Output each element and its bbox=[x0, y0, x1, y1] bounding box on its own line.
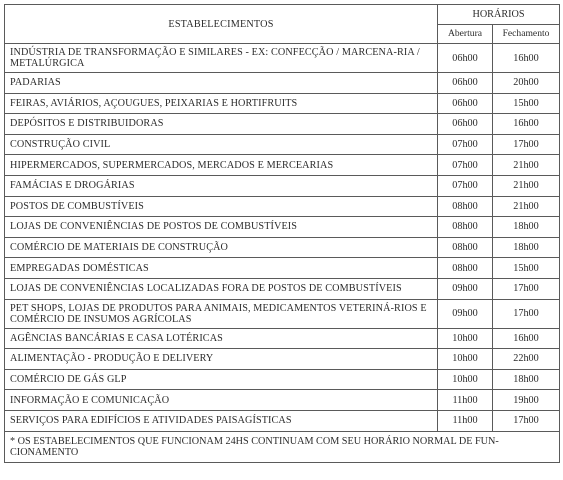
opening-time: 06h00 bbox=[438, 44, 493, 73]
opening-time: 08h00 bbox=[438, 258, 493, 279]
closing-time: 18h00 bbox=[493, 237, 560, 258]
table-row bbox=[5, 328, 560, 349]
closing-time: 16h00 bbox=[493, 328, 560, 349]
closing-time: 18h00 bbox=[493, 369, 560, 390]
establishment-name: DEPÓSITOS E DISTRIBUIDORAS bbox=[5, 114, 438, 135]
table-row bbox=[5, 134, 560, 155]
opening-time: 08h00 bbox=[438, 237, 493, 258]
table-row bbox=[5, 349, 560, 370]
establishment-name: COMÉRCIO DE MATERIAIS DE CONSTRUÇÃO bbox=[5, 237, 438, 258]
closing-time: 17h00 bbox=[493, 410, 560, 431]
establishments-header: ESTABELECIMENTOS bbox=[5, 5, 438, 44]
establishment-name: SERVIÇOS PARA EDIFÍCIOS E ATIVIDADES PAISAGÍSTICAS bbox=[5, 410, 438, 431]
closing-header: Fechamento bbox=[493, 24, 560, 44]
establishment-name: INDÚSTRIA DE TRANSFORMAÇÃO E SIMILARES - EX: CONFECÇÃO / MARCENA-RIA / METALÚRGICA bbox=[5, 44, 438, 73]
hours-header: HORÁRIOS bbox=[438, 5, 560, 25]
closing-time: 16h00 bbox=[493, 114, 560, 135]
table-row bbox=[5, 93, 560, 114]
closing-time: 20h00 bbox=[493, 73, 560, 94]
table-row bbox=[5, 237, 560, 258]
opening-time: 10h00 bbox=[438, 349, 493, 370]
establishment-name: PET SHOPS, LOJAS DE PRODUTOS PARA ANIMAIS, MEDICAMENTOS VETERINÁ-RIOS E COMÉRCIO DE INSUMOS AGRÍCOLAS bbox=[5, 299, 438, 328]
opening-time: 07h00 bbox=[438, 134, 493, 155]
table-row bbox=[5, 44, 560, 73]
opening-time: 06h00 bbox=[438, 73, 493, 94]
closing-time: 15h00 bbox=[493, 258, 560, 279]
table-row bbox=[5, 258, 560, 279]
closing-time: 15h00 bbox=[493, 93, 560, 114]
hours-table bbox=[4, 4, 560, 463]
closing-time: 19h00 bbox=[493, 390, 560, 411]
establishment-name: ALIMENTAÇÃO - PRODUÇÃO E DELIVERY bbox=[5, 349, 438, 370]
closing-time: 21h00 bbox=[493, 196, 560, 217]
opening-time: 11h00 bbox=[438, 390, 493, 411]
table-row bbox=[5, 410, 560, 431]
table-row bbox=[5, 196, 560, 217]
opening-time: 06h00 bbox=[438, 93, 493, 114]
opening-time: 06h00 bbox=[438, 114, 493, 135]
establishment-name: FAMÁCIAS E DROGÁRIAS bbox=[5, 175, 438, 196]
closing-time: 18h00 bbox=[493, 217, 560, 238]
table-row bbox=[5, 217, 560, 238]
establishment-name: HIPERMERCADOS, SUPERMERCADOS, MERCADOS E MERCEARIAS bbox=[5, 155, 438, 176]
establishment-name: LOJAS DE CONVENIÊNCIAS DE POSTOS DE COMBUSTÍVEIS bbox=[5, 217, 438, 238]
table-row bbox=[5, 278, 560, 299]
closing-time: 17h00 bbox=[493, 134, 560, 155]
establishment-name: EMPREGADAS DOMÉSTICAS bbox=[5, 258, 438, 279]
opening-time: 07h00 bbox=[438, 155, 493, 176]
table-row bbox=[5, 73, 560, 94]
opening-time: 07h00 bbox=[438, 175, 493, 196]
establishment-name: COMÉRCIO DE GÁS GLP bbox=[5, 369, 438, 390]
establishment-name: PADARIAS bbox=[5, 73, 438, 94]
opening-time: 08h00 bbox=[438, 217, 493, 238]
opening-time: 09h00 bbox=[438, 278, 493, 299]
closing-time: 16h00 bbox=[493, 44, 560, 73]
opening-time: 10h00 bbox=[438, 369, 493, 390]
closing-time: 17h00 bbox=[493, 299, 560, 328]
table-row bbox=[5, 114, 560, 135]
opening-header: Abertura bbox=[438, 24, 493, 44]
table-row bbox=[5, 299, 560, 328]
establishment-name: AGÊNCIAS BANCÁRIAS E CASA LOTÉRICAS bbox=[5, 328, 438, 349]
establishment-name: LOJAS DE CONVENIÊNCIAS LOCALIZADAS FORA DE POSTOS DE COMBUSTÍVEIS bbox=[5, 278, 438, 299]
opening-time: 09h00 bbox=[438, 299, 493, 328]
closing-time: 21h00 bbox=[493, 155, 560, 176]
establishment-name: FEIRAS, AVIÁRIOS, AÇOUGUES, PEIXARIAS E HORTIFRUITS bbox=[5, 93, 438, 114]
establishment-name: INFORMAÇÃO E COMUNICAÇÃO bbox=[5, 390, 438, 411]
closing-time: 17h00 bbox=[493, 278, 560, 299]
closing-time: 22h00 bbox=[493, 349, 560, 370]
table-row bbox=[5, 175, 560, 196]
table-row bbox=[5, 155, 560, 176]
opening-time: 11h00 bbox=[438, 410, 493, 431]
opening-time: 08h00 bbox=[438, 196, 493, 217]
closing-time: 21h00 bbox=[493, 175, 560, 196]
opening-time: 10h00 bbox=[438, 328, 493, 349]
table-row bbox=[5, 369, 560, 390]
footnote: * OS ESTABELECIMENTOS QUE FUNCIONAM 24HS CONTINUAM COM SEU HORÁRIO NORMAL DE FUN-CIONAMENTO bbox=[5, 431, 560, 462]
establishment-name: CONSTRUÇÃO CIVIL bbox=[5, 134, 438, 155]
establishment-name: POSTOS DE COMBUSTÍVEIS bbox=[5, 196, 438, 217]
footnote-row bbox=[5, 431, 560, 462]
table-row bbox=[5, 390, 560, 411]
